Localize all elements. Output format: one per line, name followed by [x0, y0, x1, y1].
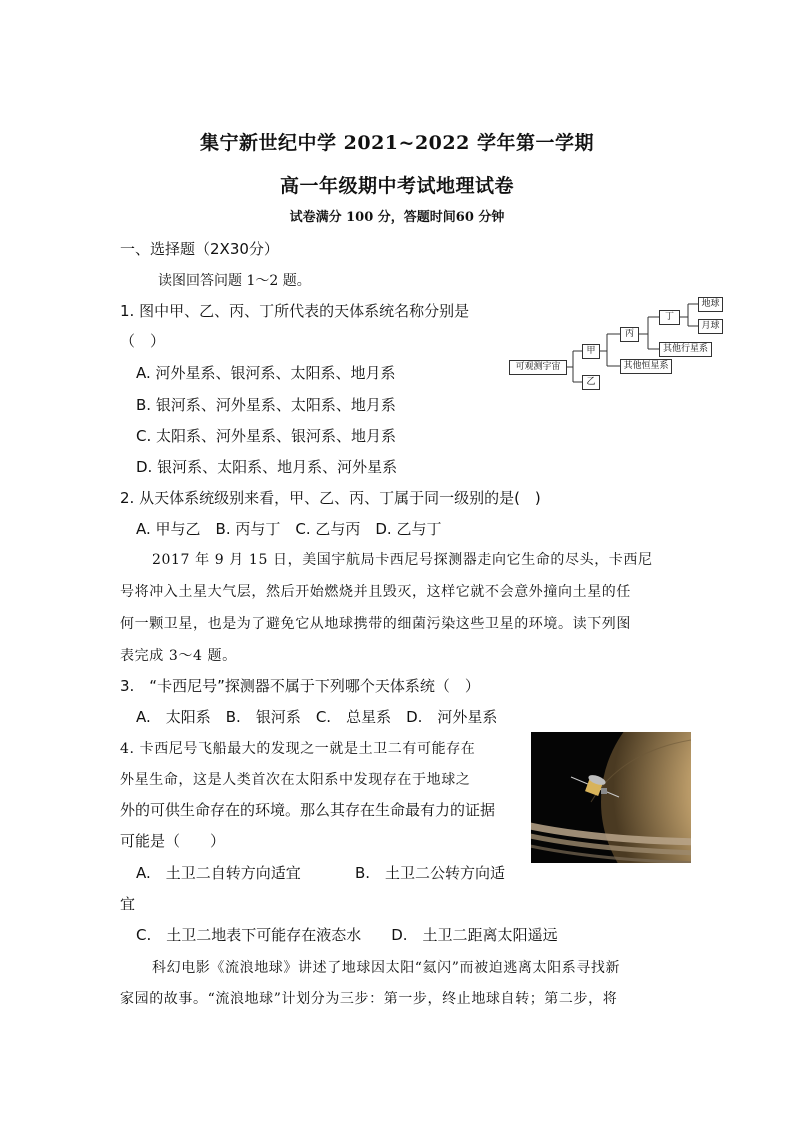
q1-stem-paren: （ ）	[120, 332, 166, 350]
diagram-other-planets-box: 其他行星系	[659, 342, 712, 357]
q4-option-a: A. 土卫二自转方向适宜	[136, 864, 301, 882]
intro-1: 读图回答问题 1～2 题。	[158, 273, 311, 289]
diagram-bing-box: 丙	[620, 327, 639, 342]
exam-title: 集宁新世纪中学 2021~2022 学年第一学期	[200, 132, 594, 154]
q4-line-4: 可能是（ ）	[120, 832, 226, 850]
passage-1-line-1: 2017 年 9 月 15 日，美国宇航局卡西尼号探测器走向它生命的尽头，卡西尼	[152, 552, 653, 568]
passage-2-line-1: 科幻电影《流浪地球》讲述了地球因太阳“氦闪”而被迫逃离太阳系寻找新	[152, 960, 621, 976]
q4-option-b: B. 土卫二公转方向适	[355, 864, 506, 882]
q1-stem: 1. 图中甲、乙、丙、丁所代表的天体系统名称分别是	[120, 302, 470, 320]
passage-1-line-4: 表完成 3～4 题。	[120, 648, 237, 664]
q1-option-b: B. 银河系、河外星系、太阳系、地月系	[136, 396, 396, 414]
q4-line-2: 外星生命，这是人类首次在太阳系中发现存在于地球之	[120, 772, 471, 788]
diagram-earth-box: 地球	[698, 297, 723, 312]
cassini-saturn-image	[531, 732, 691, 863]
diagram-ding-box: 丁	[659, 310, 680, 325]
q4-line-1: 4. 卡西尼号飞船最大的发现之一就是土卫二有可能存在	[120, 741, 476, 757]
saturn-illustration	[531, 732, 691, 863]
diagram-jia-box: 甲	[582, 344, 600, 359]
diagram-other-stars-box: 其他恒星系	[620, 359, 672, 374]
q1-option-a: A. 河外星系、银河系、太阳系、地月系	[136, 364, 396, 382]
diagram-root-box: 可观测宇宙	[509, 360, 567, 375]
section-heading: 一、选择题（2X30分）	[120, 240, 279, 258]
q4-options-cd: C. 土卫二地表下可能存在液态水 D. 土卫二距离太阳遥远	[136, 926, 558, 944]
q2-stem: 2. 从天体系统级别来看，甲、乙、丙、丁属于同一级别的是( )	[120, 489, 541, 507]
diagram-yi-box: 乙	[582, 375, 600, 390]
passage-2-line-2: 家园的故事。“流浪地球”计划分为三步：第一步，终止地球自转；第二步，将	[120, 991, 618, 1007]
diagram-moon-box: 月球	[698, 319, 723, 334]
q3-stem: 3. “卡西尼号”探测器不属于下列哪个天体系统（ ）	[120, 677, 480, 695]
q1-option-d: D. 银河系、太阳系、地月系、河外星系	[136, 458, 398, 476]
q3-options: A. 太阳系 B. 银河系 C. 总星系 D. 河外星系	[136, 708, 498, 726]
passage-1-line-3: 何一颗卫星，也是为了避免它从地球携带的细菌污染这些卫星的环境。读下列图	[120, 616, 631, 632]
q4-option-b-cont: 宜	[120, 895, 136, 913]
q4-line-3: 外的可供生命存在的环境。那么其存在生命最有力的证据	[120, 801, 496, 819]
q1-option-c: C. 太阳系、河外星系、银河系、地月系	[136, 427, 397, 445]
q2-options: A. 甲与乙 B. 丙与丁 C. 乙与丙 D. 乙与丁	[136, 520, 442, 538]
passage-1-line-2: 号将冲入土星大气层，然后开始燃烧并且毁灭，这样它就不会意外撞向土星的任	[120, 584, 631, 600]
exam-subtitle: 高一年级期中考试地理试卷	[279, 175, 514, 197]
exam-info: 试卷满分 100 分，答题时间60 分钟	[289, 210, 505, 225]
